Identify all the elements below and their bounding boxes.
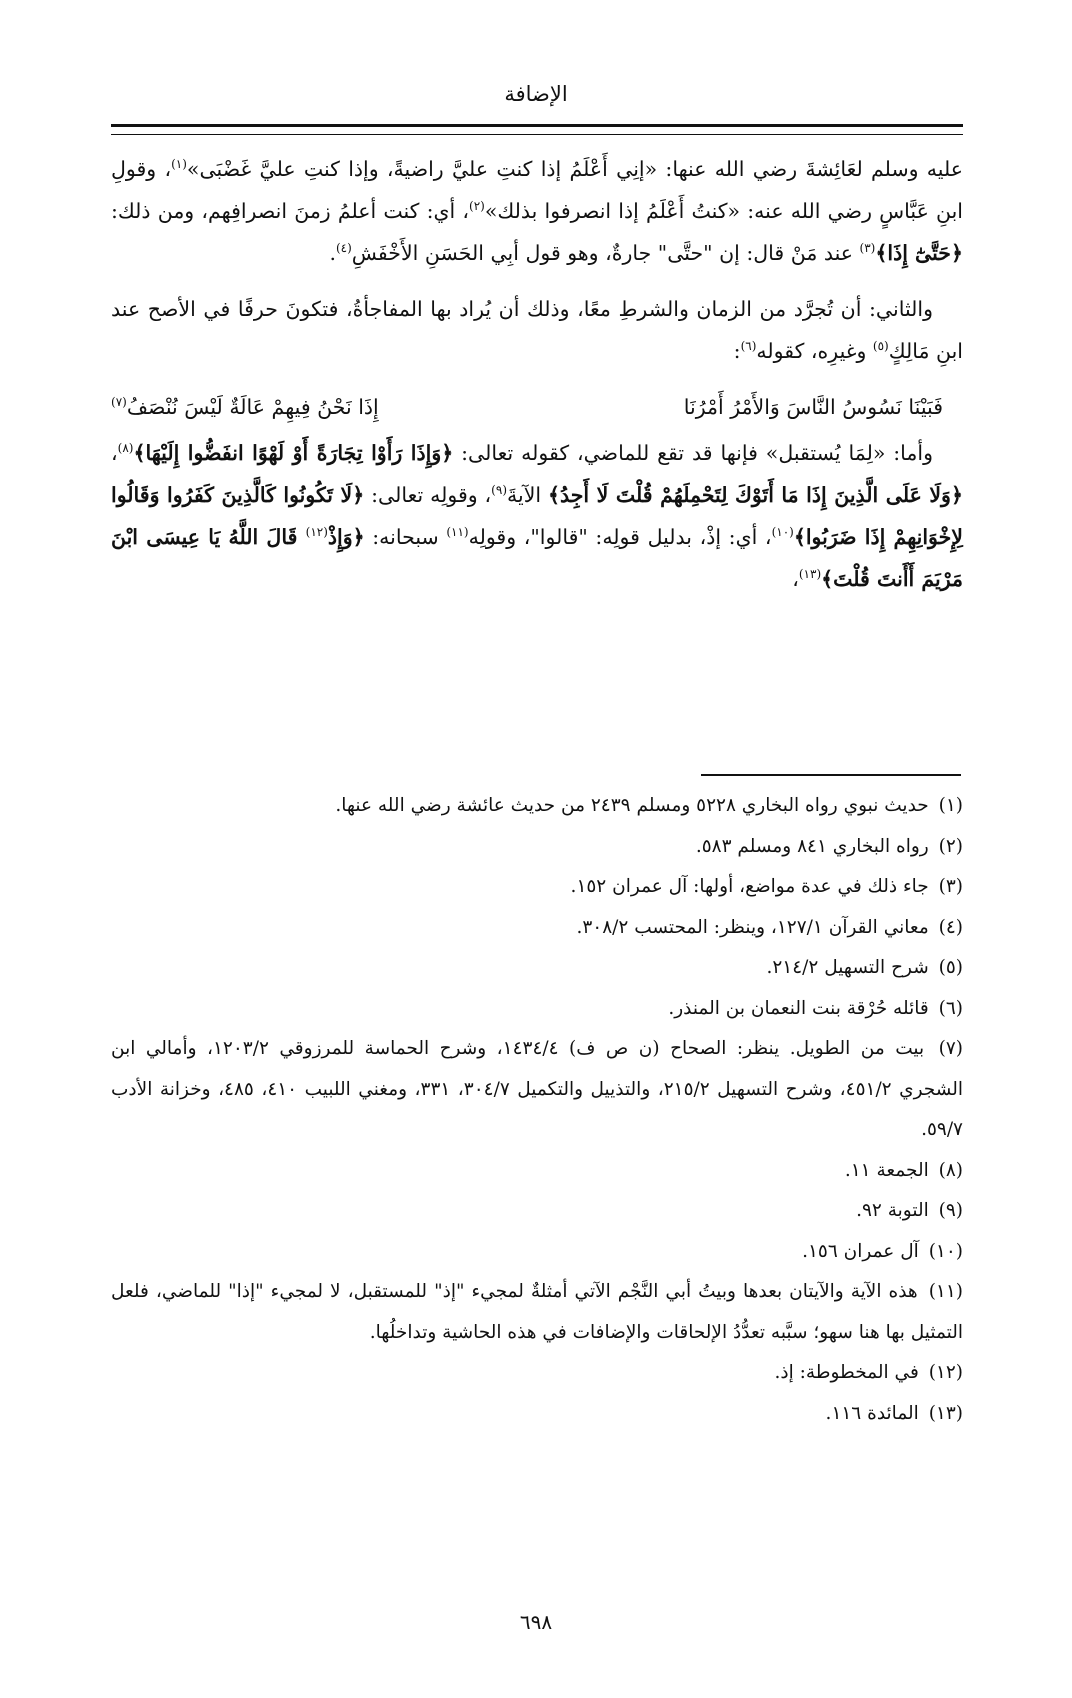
text-run: ، أي: كنت أعلمُ زمنَ انصرافِهم، ومن ذلك: (111, 199, 470, 223)
text-run: . (329, 241, 336, 265)
text-run: ، وقولِ ابنِ عَبَّاسٍ رضي الله عنه: «كنتُ أَعْلَمُ إذا انصرفوا بذلك» (111, 157, 963, 223)
footnote-number: (١١) (928, 1281, 963, 1302)
text-run: : (733, 339, 741, 363)
text-run: وغيرِه، كقوله (756, 339, 873, 363)
footnote (111, 989, 963, 1030)
footnote-ref: (١٣) (798, 567, 822, 582)
footnote-ref: (٦) (740, 339, 757, 354)
footnote-text: بيت من الطويل. ينظر: الصحاح (ن ص ف) ١٤٣٤/٤، وشرح الحماسة للمرزوقي ١٢٠٣/٢، وأمالي ابن الشجري ٤٥١/٢، وشرح التسهيل ٢١٥/٢، والتذييل والتكميل ٣٠٤/٧، ٣٣١، ومغني اللبيب ٤١٠، ٤٨٥، وخزانة الأدب ٥٩/٧. (111, 1038, 964, 1140)
footnote-number: (٧) (938, 1038, 963, 1059)
quran-quote: ﴿وَإِذْ (327, 525, 365, 549)
footnote-ref: (١٢) (305, 525, 328, 540)
quran-quote: ﴿وَلَا عَلَى الَّذِينَ إِذَا مَا أَتَوْكَ لِتَحْمِلَهُمْ قُلْتَ لَا أَجِدُ﴾ (547, 483, 963, 507)
text-run: ، أي: إذْ، بدليل قولِه: "قالوا"، وقولِه (468, 525, 772, 549)
text-run: ، (111, 441, 118, 465)
footnote-ref: (٥) (872, 339, 889, 354)
footnote (111, 948, 963, 989)
footnote (111, 1353, 963, 1394)
footnote-number: (٤) (938, 916, 963, 938)
footnote (111, 1394, 963, 1435)
paragraph-2 (111, 288, 963, 372)
header-rule-thin (111, 134, 963, 135)
footnote-number: (٣) (938, 876, 963, 897)
footnote-ref: (١٠) (771, 525, 794, 540)
footnote-number: (١٣) (928, 1402, 963, 1424)
footnote-text: التوبة ٩٢. (856, 1200, 929, 1221)
text-run: وأما: «لِمَا يُستقبل» فإنها قد تقع للماضي، كقوله تعالى: (453, 441, 933, 465)
footnote-ref: (٣) (859, 241, 876, 256)
footnote-number: (٨) (938, 1159, 963, 1181)
text-run: والثاني: أن تُجرَّد من الزمان والشرطِ معًا، وذلك أن يُراد بها المفاجأةُ، فتكونَ حرفًا في الأصح عند ابنِ مَالِكٍ (111, 297, 963, 363)
footnote-ref: (٢) (469, 199, 485, 214)
footnote-text: هذه الآية والآيتان بعدها وبيتُ أبي النَّجْم الآتي أمثلةٌ لمجيء "إذ" للمستقبل، لا لمجيء "إذا" للماضي، فلعل التمثيل بها هنا سهو؛ سبَّبه تعدُّدُ الإلحاقات والإضافات في هذه الحاشية وتداخلُها. (111, 1281, 963, 1343)
footnote-text: المائدة ١١٦. (825, 1402, 919, 1424)
footnote-separator (701, 774, 961, 776)
text-run: ، وقولِه تعالى: (364, 483, 492, 507)
footnote (111, 867, 963, 908)
quran-quote: ﴿حَتَّىٰٓ إِذَا﴾ (875, 241, 963, 265)
footnote (111, 1232, 963, 1273)
footnote-ref: (٤) (335, 241, 352, 256)
footnote-number: (١٠) (928, 1240, 963, 1262)
quran-quote: قَالَ اللَّهُ يَا عِيسَى ابْنَ مَرْيَمَ أَأَنتَ قُلْتَ﴾ (111, 525, 963, 591)
quran-quote: ﴿لَا تَكُونُوا كَالَّذِينَ كَفَرُوا وَقَالُوا لِإِخْوَانِهِمْ إِذَا ضَرَبُوا﴾ (111, 483, 963, 549)
footnote-number: (١) (938, 795, 963, 816)
footnote (111, 786, 963, 827)
footnote-ref: (٨) (117, 441, 134, 456)
footnote-ref: (٧) (111, 395, 127, 410)
footnote-text: شرح التسهيل ٢١٤/٢. (766, 957, 929, 978)
header-rule-thick (111, 124, 963, 127)
footnote-text: رواه البخاري ٨٤١ ومسلم ٥٨٣. (695, 835, 929, 857)
footnote-ref: (٩) (491, 483, 507, 498)
footnote-text: جاء ذلك في عدة مواضع، أولها: آل عمران ١٥٢. (570, 876, 929, 897)
footnote-number: (١٢) (928, 1362, 963, 1383)
footnote-number: (٩) (938, 1200, 963, 1221)
footnote-number: (٥) (938, 957, 963, 978)
footnote-number: (٦) (938, 997, 963, 1019)
text-run: عليه وسلم لعَائِشةَ رضي الله عنها: «إنِي أَعْلَمُ إذا كنتِ عليَّ راضيةً، وإذا كنتِ عليَّ غَضْبَى» (186, 157, 963, 181)
footnote (111, 1191, 963, 1232)
footnote (111, 1151, 963, 1192)
verse-hemistich-second (111, 386, 379, 428)
hemistich-text: إِذَا نَحْنُ فِيهِمْ عَالَةٌ لَيْسَ نُنْصَفُ (126, 395, 379, 419)
paragraph-1 (111, 148, 963, 274)
footnote (111, 1272, 963, 1353)
main-text (111, 148, 963, 600)
footnote-ref: (١١) (446, 525, 469, 540)
footnote-text: الجمعة ١١. (844, 1159, 929, 1181)
quran-quote: ﴿وَإِذَا رَأَوْا تِجَارَةً أَوْ لَهْوًا انفَضُّوا إِلَيْهَا﴾ (133, 441, 454, 465)
footnote-number: (٢) (938, 835, 963, 857)
footnote-text: قائله حُرْقة بنت النعمان بن المنذر. (668, 997, 929, 1019)
footnote-text: في المخطوطة: إذ. (774, 1362, 919, 1383)
text-run: الآيةَ (507, 483, 548, 507)
footnote (111, 827, 963, 868)
footnotes (111, 786, 963, 1434)
running-title: الإضافة (504, 82, 568, 106)
footnote-text: معاني القرآن ١٢٧/١، وينظر: المحتسب ٣٠٨/٢. (576, 916, 929, 938)
footnote-text: آل عمران ١٥٦. (802, 1240, 919, 1262)
footnote-ref: (١) (171, 157, 187, 172)
text-run: سبحانه: (364, 525, 447, 549)
footnote (111, 1029, 963, 1151)
poetry-verse (111, 386, 963, 428)
page-number: ٦٩٨ (519, 1610, 553, 1634)
verse-hemistich-first: فَبَيْنَا نَسُوسُ النَّاسَ وَالأَمْرُ أَمْرُنَا (683, 395, 943, 419)
text-run: عند مَنْ قال: إن "حتَّى" جارةٌ، وهو قول أبِي الحَسَنِ الأَخْفَشِ (351, 241, 860, 265)
footnote (111, 908, 963, 949)
paragraph-3 (111, 432, 963, 600)
footnote-text: حديث نبوي رواه البخاري ٥٢٢٨ ومسلم ٢٤٣٩ من حديث عائشة رضي الله عنها. (335, 795, 929, 816)
text-run: ، (792, 567, 799, 591)
